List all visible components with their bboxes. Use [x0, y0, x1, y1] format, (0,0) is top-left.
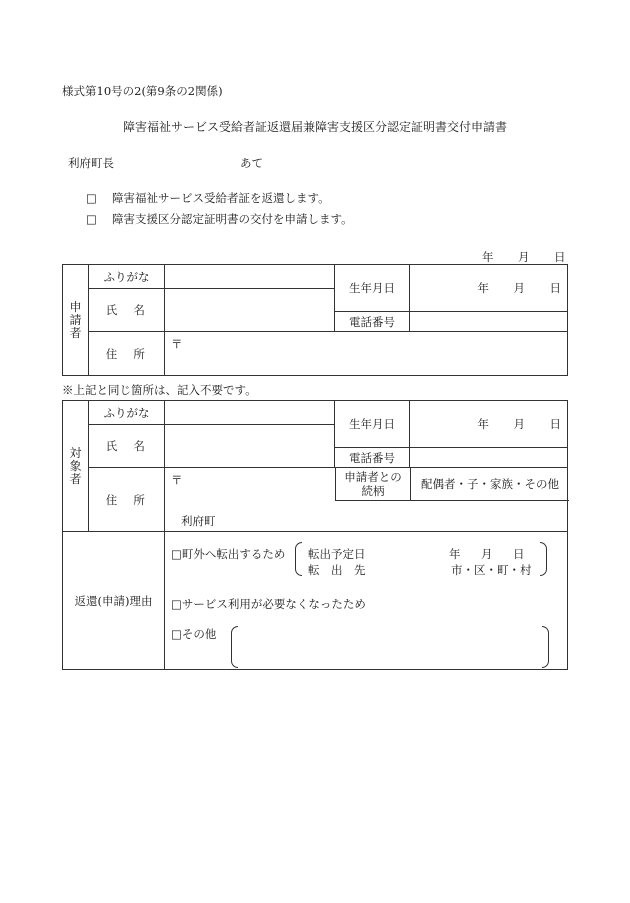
- applicant-section-label: 申 請 者: [63, 265, 89, 376]
- reason-field: [165, 532, 568, 670]
- addressee: 利府町長: [68, 156, 114, 170]
- relation-box: [335, 468, 569, 501]
- checkbox[interactable]: □: [86, 191, 97, 205]
- phone-field[interactable]: [410, 448, 568, 468]
- furigana-field[interactable]: [165, 401, 335, 425]
- reason-other[interactable]: □その他: [171, 627, 217, 641]
- applicant-table: [62, 264, 568, 376]
- birth-year: 年: [477, 417, 489, 431]
- option-request-certificate[interactable]: [86, 211, 353, 227]
- address-label: 住 所: [89, 468, 165, 532]
- checkbox[interactable]: □: [86, 212, 97, 226]
- date-year: 年: [482, 250, 494, 264]
- birth-year: 年: [477, 281, 489, 295]
- bracket-left: [295, 542, 302, 576]
- birthdate-label: 生年月日: [335, 401, 410, 448]
- birth-day: 日: [549, 417, 561, 431]
- form-number: 様式第10号の2(第9条の2関係): [62, 84, 223, 98]
- option-label: 障害福祉サービス受給者証を返還します。: [112, 191, 330, 205]
- name-field[interactable]: [165, 289, 335, 332]
- furigana-label: ふりがな: [89, 265, 165, 289]
- addressee-suffix: あて: [240, 156, 263, 170]
- name-label: 氏 名: [89, 289, 165, 332]
- town-name: 利府町: [181, 514, 216, 528]
- birthdate-label: 生年月日: [335, 265, 410, 312]
- option-return-certificate[interactable]: [86, 190, 330, 206]
- move-dest-options[interactable]: 市・区・町・村: [451, 563, 532, 577]
- phone-field[interactable]: [410, 312, 568, 332]
- furigana-field[interactable]: [165, 265, 335, 289]
- application-date[interactable]: [482, 249, 566, 265]
- move-date-label: 転出予定日: [308, 547, 366, 561]
- postal-mark: 〒: [171, 337, 183, 351]
- name-label: 氏 名: [89, 425, 165, 468]
- reason-service-unneeded[interactable]: □サービス利用が必要なくなったため: [171, 597, 366, 611]
- move-date[interactable]: 年 月 日: [449, 547, 525, 561]
- address-field[interactable]: [165, 468, 568, 532]
- birthdate-field[interactable]: [410, 265, 568, 312]
- name-field[interactable]: [165, 425, 335, 468]
- note: ※上記と同じ箇所は、記入不要です。: [62, 383, 257, 397]
- address-label: 住 所: [89, 332, 165, 376]
- phone-label: 電話番号: [335, 312, 410, 332]
- relation-label: 申請者との 続柄: [336, 468, 411, 500]
- phone-label: 電話番号: [335, 448, 410, 468]
- option-label: 障害支援区分認定証明書の交付を申請します。: [112, 212, 353, 226]
- subject-table: [62, 400, 568, 670]
- birthdate-field[interactable]: [410, 401, 568, 448]
- postal-mark: 〒: [171, 473, 183, 487]
- birth-day: 日: [549, 281, 561, 295]
- other-bracket-right: [542, 626, 549, 668]
- date-day: 日: [554, 250, 566, 264]
- reason-label: 返還(申請)理由: [63, 532, 165, 670]
- date-month: 月: [518, 250, 530, 264]
- move-dest-label: 転 出 先: [308, 563, 366, 577]
- bracket-right: [540, 542, 547, 576]
- other-bracket-left: [231, 626, 238, 668]
- furigana-label: ふりがな: [89, 401, 165, 425]
- address-field[interactable]: [165, 332, 568, 376]
- birth-month: 月: [513, 281, 525, 295]
- relation-options[interactable]: 配偶者・子・家族・その他: [421, 477, 559, 491]
- subject-section-label: 対 象 者: [63, 401, 89, 532]
- birth-month: 月: [513, 417, 525, 431]
- document-title: 障害福祉サービス受給者証返還届兼障害支援区分認定証明書交付申請書: [122, 120, 507, 134]
- reason-move-out[interactable]: □町外へ転出するため: [171, 547, 286, 561]
